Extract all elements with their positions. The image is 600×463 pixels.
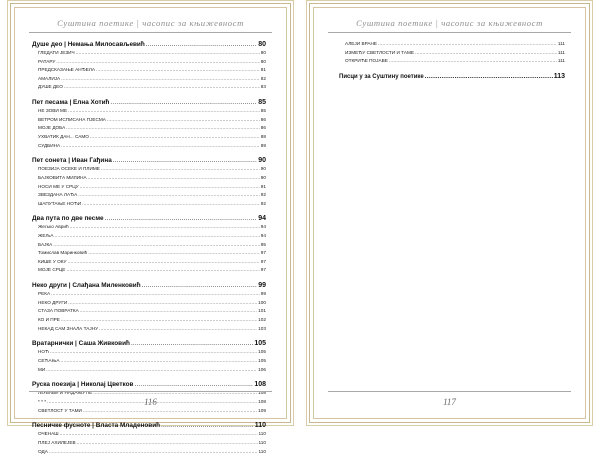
toc-section-heading-title: Пет сонета | Иван Гађина bbox=[32, 157, 112, 165]
toc-entry bbox=[339, 58, 565, 67]
toc-entry-page: 88 bbox=[260, 133, 266, 139]
toc-entry-title: * * * bbox=[38, 398, 47, 404]
toc-section-heading-title: Писци у за Суштину поетике bbox=[339, 73, 424, 80]
toc-entry bbox=[32, 308, 266, 317]
toc-section-heading-page: 110 bbox=[254, 422, 266, 430]
toc-entry-title: МОЈЕ СРЦЕ bbox=[38, 267, 66, 273]
toc-entry bbox=[32, 242, 266, 251]
dot-leader bbox=[107, 117, 260, 122]
toc-entry bbox=[32, 143, 266, 152]
toc-section-heading bbox=[32, 282, 266, 291]
toc-entry-title: ПРЕДСКАЗАЊЕ АНЂЕЛА bbox=[38, 67, 96, 73]
dot-leader bbox=[50, 349, 257, 354]
toc-entry bbox=[32, 117, 266, 126]
toc-section-heading-page: 94 bbox=[258, 215, 266, 223]
toc-entry-title: АЛЕЈИ ВРАНЕ bbox=[345, 41, 378, 46]
dot-leader bbox=[110, 99, 257, 106]
dot-leader bbox=[80, 184, 260, 189]
toc-entry-title: АМАЛИЈА bbox=[38, 75, 61, 81]
dot-leader bbox=[134, 381, 253, 388]
dot-leader bbox=[55, 233, 260, 238]
toc-section-heading bbox=[32, 422, 266, 431]
toc-entry-title: ОДА bbox=[38, 448, 48, 454]
left-page-header: Суштина поетике | часопис за књижевност bbox=[57, 18, 244, 28]
toc-section-heading-title: Руска поезија | Николај Цветков bbox=[32, 381, 134, 389]
toc-entry bbox=[32, 408, 266, 417]
right-page-header: Суштина поетике | часопис за књижевност bbox=[356, 18, 543, 28]
toc-entry-page: 90 bbox=[260, 174, 266, 180]
dot-leader bbox=[425, 74, 553, 80]
toc-entry-title: ПЛЕЈ АХИЛЕЈЕВ bbox=[38, 439, 76, 445]
toc-entry-page: 92 bbox=[260, 192, 266, 198]
dot-leader bbox=[88, 175, 260, 180]
toc-section-heading bbox=[32, 215, 266, 224]
toc-entry-title: ПОЕЗИЈА ОСЕКЕ И ПЛИМЕ bbox=[38, 166, 100, 172]
toc-entry-title: БАЈКА bbox=[38, 241, 53, 247]
dot-leader bbox=[82, 201, 260, 206]
toc-entry bbox=[32, 125, 266, 134]
toc-entry-title: СУДБИНА bbox=[38, 142, 61, 148]
toc-entry-title: ГЛЕДАТИ ЈЕЗИЧ bbox=[38, 50, 75, 55]
left-page-number: 116 bbox=[144, 397, 157, 407]
toc-entry-title: ЉУБАВИ И НАДАЊУЋЕ bbox=[38, 390, 93, 396]
toc-entry-title: БАЈКОВИТА МИЛИНА bbox=[38, 174, 87, 180]
toc-entry-title: НОЋ bbox=[38, 349, 50, 355]
toc-entry-title: НОСИ МЕ У СРЦУ bbox=[38, 183, 79, 189]
toc-entry-title: ИЗМЕЂУ СВЕТЛОСТИ И ТАМЕ bbox=[345, 49, 414, 55]
toc-section-heading bbox=[32, 41, 266, 50]
toc-entry-page: 110 bbox=[258, 448, 266, 454]
toc-entry-page: 80 bbox=[260, 50, 266, 55]
toc-entry-page: 83 bbox=[260, 84, 266, 90]
toc-section-heading bbox=[32, 157, 266, 166]
toc-entry-page: 105 bbox=[258, 349, 266, 355]
dot-leader bbox=[46, 367, 257, 372]
toc-entry-title: СТАЗА ПОВРАТКА bbox=[38, 308, 79, 314]
dot-leader bbox=[68, 259, 260, 264]
toc-entry bbox=[32, 349, 266, 358]
dot-leader bbox=[60, 431, 258, 436]
toc-entry-page: 89 bbox=[260, 142, 266, 148]
toc-section-heading-page: 113 bbox=[553, 72, 565, 80]
toc-section bbox=[32, 282, 266, 334]
toc-section bbox=[32, 157, 266, 209]
toc-entry-page: 100 bbox=[258, 299, 266, 305]
toc-section-heading-page: 99 bbox=[258, 282, 266, 290]
dot-leader bbox=[113, 157, 257, 164]
dot-leader bbox=[415, 50, 557, 55]
right-page-number: 117 bbox=[443, 397, 456, 407]
toc-entry-title: РАТАРУ bbox=[38, 58, 56, 64]
toc-entry-page: 106 bbox=[258, 366, 266, 372]
dot-leader bbox=[77, 440, 258, 445]
right-header-rule bbox=[328, 32, 571, 33]
toc-entry-title: Томислав Маринковић bbox=[38, 250, 88, 256]
toc-entry-page: 111 bbox=[557, 49, 565, 55]
dot-leader bbox=[83, 408, 257, 413]
toc-entry-page: 110 bbox=[258, 431, 266, 437]
dot-leader bbox=[64, 84, 260, 89]
dot-leader bbox=[101, 166, 260, 171]
toc-entry bbox=[32, 59, 266, 68]
toc-entry-page: 111 bbox=[557, 41, 565, 46]
toc-entry bbox=[32, 367, 266, 376]
toc-entry-title: ОТКРИЋЕ ПОЈАВЕ bbox=[345, 58, 388, 64]
toc-section-heading bbox=[32, 340, 266, 349]
toc-entry-title: МИ bbox=[38, 366, 46, 372]
toc-entry-title: НЕ ЗОВИ МЕ bbox=[38, 108, 68, 114]
dot-leader bbox=[90, 134, 260, 139]
dot-leader bbox=[68, 108, 260, 113]
toc-entry-page: 94 bbox=[260, 233, 266, 239]
dot-leader bbox=[105, 215, 258, 222]
dot-leader bbox=[146, 41, 257, 48]
toc-section bbox=[32, 215, 266, 276]
toc-entry-page: 109 bbox=[258, 407, 266, 413]
toc-section-heading-page: 105 bbox=[254, 340, 266, 348]
toc-section bbox=[32, 41, 266, 93]
toc-section-heading-page: 85 bbox=[258, 99, 266, 107]
toc-section bbox=[339, 41, 565, 67]
dot-leader bbox=[66, 267, 259, 272]
toc-entry bbox=[32, 134, 266, 143]
toc-entry bbox=[32, 259, 266, 268]
toc-entry-page: 94 bbox=[260, 224, 266, 230]
dot-leader bbox=[49, 449, 258, 454]
toc-entry bbox=[32, 201, 266, 210]
toc-entry bbox=[32, 326, 266, 335]
toc-section-heading-title: Песничке фусноте | Власта Младеновић bbox=[32, 422, 161, 430]
right-table-of-contents bbox=[339, 41, 565, 82]
toc-entry bbox=[32, 233, 266, 242]
toc-section-heading-title: Пет песама | Елна Хотић bbox=[32, 99, 110, 107]
dot-leader bbox=[61, 358, 258, 363]
toc-entry-page: 92 bbox=[260, 200, 266, 206]
dot-leader bbox=[56, 59, 259, 64]
toc-entry bbox=[339, 50, 565, 59]
toc-entry-title: ВЕТРОМ ИСПИСАНА ПЈЕСМА bbox=[38, 116, 106, 122]
toc-entry bbox=[32, 67, 266, 76]
toc-entry-page: 101 bbox=[258, 308, 266, 314]
toc-entry-title: СВЕТЛОСТ У ТАМИ bbox=[38, 407, 82, 413]
right-page bbox=[309, 3, 590, 423]
toc-entry-page: 108 bbox=[258, 398, 266, 404]
toc-section-heading-page: 108 bbox=[254, 381, 266, 389]
dot-leader bbox=[96, 67, 260, 72]
toc-entry bbox=[32, 449, 266, 458]
dot-leader bbox=[88, 250, 260, 255]
dot-leader bbox=[389, 58, 557, 63]
toc-entry bbox=[32, 166, 266, 175]
toc-entry bbox=[32, 358, 266, 367]
toc-entry-title: ЗВЕЗДАНА ЛАЂА bbox=[38, 192, 78, 198]
toc-entry-title: МОЈЕ ДОБА bbox=[38, 125, 66, 131]
toc-entry bbox=[32, 108, 266, 117]
toc-entry bbox=[32, 431, 266, 440]
toc-entry-title: КО И ПРЕ bbox=[38, 317, 60, 322]
toc-entry-page: 91 bbox=[260, 183, 266, 189]
toc-entry-title: Жељко Аврић bbox=[38, 224, 69, 230]
toc-entry-title: ЖЕЉА bbox=[38, 233, 54, 239]
toc-section-heading-page: 80 bbox=[258, 41, 266, 48]
dot-leader bbox=[76, 50, 260, 55]
toc-section-heading bbox=[32, 381, 266, 390]
toc-entry bbox=[32, 317, 266, 326]
toc-entry-title: УХВАТИК ДАН... САМО bbox=[38, 133, 89, 139]
toc-entry-page: 110 bbox=[258, 439, 266, 445]
toc-entry-page: 95 bbox=[260, 241, 266, 247]
toc-entry-title: ШАПУТАЊЕ НОЋИ bbox=[38, 200, 82, 206]
dot-leader bbox=[131, 340, 253, 347]
toc-entry bbox=[32, 440, 266, 449]
dot-leader bbox=[378, 41, 557, 46]
toc-section-heading-page: 90 bbox=[258, 157, 266, 165]
toc-entry-page: 111 bbox=[557, 58, 565, 64]
dot-leader bbox=[78, 192, 259, 197]
toc-entry bbox=[32, 192, 266, 201]
toc-entry-title: НЕКО ДРУГИ bbox=[38, 299, 68, 305]
dot-leader bbox=[80, 308, 257, 313]
dot-leader bbox=[66, 125, 260, 130]
toc-section-heading-title: Два пута по две песме bbox=[32, 215, 104, 223]
toc-entry-page: 82 bbox=[260, 75, 266, 81]
dot-leader bbox=[99, 326, 257, 331]
right-footer-rule bbox=[328, 391, 571, 392]
toc-entry bbox=[32, 250, 266, 259]
toc-entry bbox=[32, 300, 266, 309]
toc-entry bbox=[32, 224, 266, 233]
toc-section bbox=[32, 99, 266, 151]
toc-entry-title: КИШЕ У ОКУ bbox=[38, 258, 67, 264]
toc-entry-page: 81 bbox=[260, 67, 266, 73]
toc-section bbox=[32, 340, 266, 375]
toc-section-heading-title: Вратарнички | Саша Живковић bbox=[32, 340, 130, 348]
toc-section-heading bbox=[339, 73, 565, 82]
toc-entry-page: 80 bbox=[260, 58, 266, 64]
left-footer-rule bbox=[29, 391, 272, 392]
toc-entry bbox=[32, 76, 266, 85]
toc-entry bbox=[339, 41, 565, 50]
toc-entry bbox=[32, 175, 266, 184]
dot-leader bbox=[53, 242, 259, 247]
toc-entry bbox=[32, 184, 266, 193]
toc-entry-page: 99 bbox=[260, 291, 266, 297]
toc-entry-page: 102 bbox=[258, 317, 266, 322]
dot-leader bbox=[70, 224, 260, 229]
toc-entry-page: 97 bbox=[260, 267, 266, 273]
toc-entry-title: СЕЋАЊА bbox=[38, 357, 60, 363]
toc-entry bbox=[32, 50, 266, 59]
dot-leader bbox=[68, 300, 257, 305]
toc-entry-page: 86 bbox=[260, 125, 266, 131]
toc-section-heading-title: Неко други | Слађана Миленковић bbox=[32, 282, 141, 290]
toc-entry-page: 108 bbox=[258, 390, 266, 396]
dot-leader bbox=[142, 282, 258, 289]
toc-entry bbox=[32, 291, 266, 300]
toc-section-heading-title: Душе део | Немања Милосављевић bbox=[32, 41, 145, 48]
toc-entry-page: 90 bbox=[260, 166, 266, 172]
toc-entry bbox=[32, 84, 266, 93]
toc-entry-title: ДУШЕ ДЕО bbox=[38, 84, 63, 90]
toc-entry bbox=[32, 267, 266, 276]
dot-leader bbox=[61, 317, 257, 322]
left-header-rule bbox=[29, 32, 272, 33]
dot-leader bbox=[61, 76, 260, 81]
toc-entry-page: 85 bbox=[260, 108, 266, 114]
toc-entry-page: 97 bbox=[260, 258, 266, 264]
toc-section-heading bbox=[32, 99, 266, 108]
toc-entry-title: РЕКА bbox=[38, 291, 51, 297]
toc-entry-page: 97 bbox=[260, 250, 266, 256]
toc-section bbox=[32, 422, 266, 457]
toc-entry-title: ОЧЕНАШ bbox=[38, 431, 59, 437]
toc-entry-page: 105 bbox=[258, 357, 266, 363]
left-page bbox=[10, 3, 291, 454]
dot-leader bbox=[61, 143, 260, 148]
toc-entry-title: НЕКАД САМ ЗНАЛА ТАЈНУ bbox=[38, 325, 99, 331]
dot-leader bbox=[51, 291, 260, 296]
toc-entry-page: 86 bbox=[260, 116, 266, 122]
toc-entry-page: 103 bbox=[258, 325, 266, 331]
